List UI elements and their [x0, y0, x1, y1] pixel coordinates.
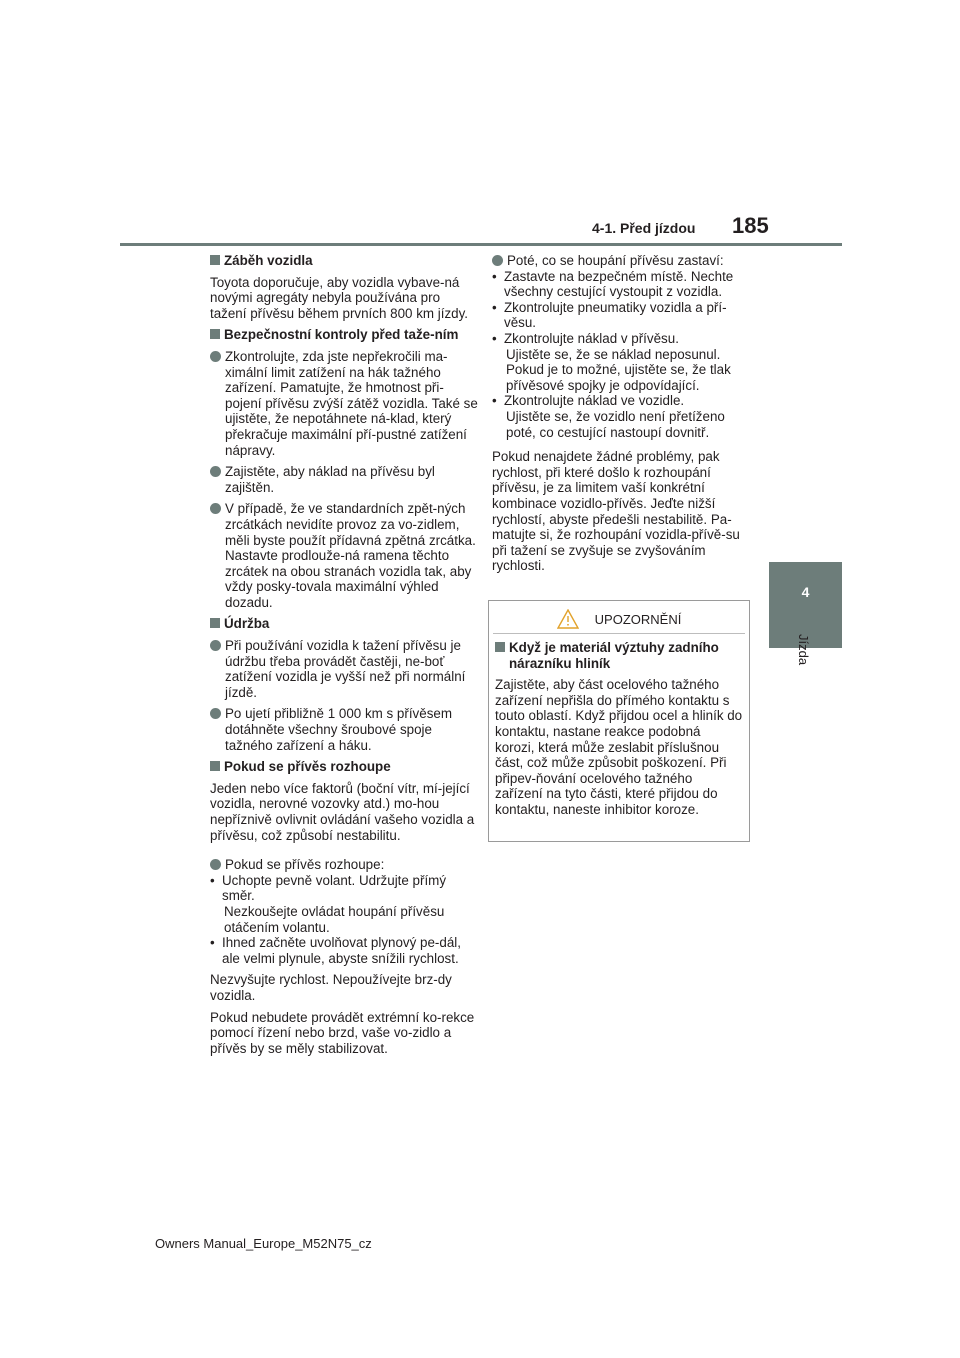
- warning-heading: [495, 640, 743, 671]
- warning-title: [489, 605, 749, 633]
- bullet-item: [210, 464, 478, 495]
- warning-text: Zajistěte, aby část ocelového tažného zařízení nepřišla do přímého kontaktu s touto oblastí. Když přijdou ocel a hliník do kontaktu, nastane reakce podobná korozi, která může zeslabit příslušnou část, což může způsobit poškození. Při připev-ňování ocelového tažného zařízení na tyto části, které přijdou do kontaktu, naneste inhibitor koroze.: [495, 677, 743, 817]
- bullet-item: [210, 706, 478, 753]
- bullet-dot-icon: [492, 255, 503, 266]
- header-section-title: 4-1. Před jízdou: [592, 220, 696, 236]
- paragraph: Jeden nebo více faktorů (boční vítr, mí-jející vozidla, nerovné vozovky atd.) mo-hou nepříznivě ovlivnit ovládání vašeho vozidla a přívěsu, což způsobí nestabilitu.: [210, 780, 475, 843]
- paragraph: Nezvyšujte rychlost. Nepoužívejte brz-dy vozidla.: [210, 972, 452, 1003]
- bullet-text: Zajistěte, aby náklad na přívěsu byl zajištěn.: [225, 464, 435, 495]
- sub-item-note: Ujistěte se, že vozidlo není přetíženo poté, co cestující nastoupí dovnitř.: [506, 408, 725, 440]
- bullet-text: Poté, co se houpání přívěsu zastaví:: [507, 253, 724, 268]
- bullet-item: [210, 349, 478, 458]
- paragraph: Toyota doporučuje, aby vozidla vybave-ná novými agregáty nebyla používána pro tažení přívěsu během prvních 800 km jízdy.: [210, 274, 469, 321]
- sub-item: [492, 331, 756, 347]
- sub-item-text: Zkontrolujte pneumatiky vozidla a pří-věsu.: [504, 299, 727, 331]
- sub-item: [492, 393, 756, 409]
- sub-item-text: Zastavte na bezpečném místě. Nechte všechny cestující vystoupit z vozidla.: [504, 268, 734, 300]
- sub-bullet-marker: •: [492, 299, 497, 315]
- section-heading: [210, 759, 478, 775]
- page-number: 185: [732, 213, 769, 238]
- sub-bullet-marker: •: [210, 935, 215, 951]
- footer-text: Owners Manual_Europe_M52N75_cz: [155, 1236, 372, 1251]
- left-column: [210, 253, 478, 1062]
- square-marker-icon: [210, 618, 220, 628]
- bullet-item: [210, 501, 478, 610]
- sub-item: [210, 935, 478, 966]
- sub-item-note: Nezkoušejte ovládat houpání přívěsu otáčením volantu.: [224, 903, 445, 935]
- heading-text: Bezpečnostní kontroly před taže-ním: [224, 327, 459, 343]
- sub-bullet-marker: •: [492, 330, 497, 346]
- section-heading: [210, 327, 478, 343]
- sub-item: [492, 300, 756, 331]
- bullet-item: [210, 857, 478, 873]
- sub-item-text: Zkontrolujte náklad ve vozidle.: [504, 393, 685, 409]
- heading-text: Pokud se přívěs rozhoupe: [224, 759, 391, 775]
- bullet-text: Zkontrolujte, zda jste nepřekročili ma-ximální limit zatížení na hák tažného zařízení. Pamatujte, že hmotnost při-pojení přívěsu zvýší zátěž vozidla. Také se ujistěte, že nepotáhnete ná-klad, který překračuje maximální pří-pustné zatížení nápravy.: [225, 348, 478, 458]
- bullet-dot-icon: [210, 640, 221, 651]
- sub-item-note: Ujistěte se, že se náklad neposunul. Pokud je to možné, ujistěte se, že tlak přívěsové spojky je odpovídající.: [506, 346, 731, 393]
- warning-heading-text: Když je materiál výztuhy zadního nárazníku hliník: [509, 640, 719, 671]
- bullet-item: [492, 253, 756, 269]
- warning-title-text: UPOZORNĚNÍ: [594, 611, 682, 627]
- chapter-label: Jízda: [796, 634, 811, 666]
- bullet-text: Po ujetí přibližně 1 000 km s přívěsem dotáhněte všechny šroubové spoje tažného zařízení a háku.: [225, 706, 453, 753]
- bullet-dot-icon: [210, 466, 221, 477]
- sub-bullet-marker: •: [210, 872, 215, 888]
- square-marker-icon: [495, 642, 505, 652]
- warning-body: [489, 634, 749, 818]
- bullet-dot-icon: [210, 708, 221, 719]
- sub-bullet-marker: •: [492, 268, 497, 284]
- bullet-dot-icon: [210, 503, 221, 514]
- sub-item: [210, 873, 478, 904]
- header-rule: [120, 243, 842, 246]
- bullet-dot-icon: [210, 859, 221, 870]
- paragraph: Pokud nebudete provádět extrémní ko-rekce pomocí řízení nebo brzd, vaše vo-zidlo a přívěs by se měly stabilizovat.: [210, 1009, 475, 1056]
- paragraph: Pokud nenajdete žádné problémy, pak rychlost, při které došlo k rozhoupání přívěsu, je za limitem vaší konkrétní kombinace vozidlo-přívěs. Jeďte nižší rychlostí, abyste předešli nestabilitě. Pa-matujte si, že rozhoupání vozidla-přívě-su při tažení se zvyšuje se zvyšováním rychlosti.: [492, 449, 740, 574]
- square-marker-icon: [210, 255, 220, 265]
- bullet-text: Pokud se přívěs rozhoupe:: [225, 857, 385, 873]
- sub-item: [492, 269, 756, 300]
- sub-item-text: Uchopte pevně volant. Udržujte přímý směr.: [222, 872, 447, 904]
- bullet-item: [210, 638, 478, 700]
- chapter-number: 4: [801, 584, 810, 600]
- bullet-text: V případě, že ve standardních zpět-ných zrcátkách nevidíte provoz za vo-zidlem, měli byste použít přídavná zpětná zrcátka. Nastavte prodlouže-ná ramena těchto zrcátek na obou stranách vozidla tak, aby vždy posky-tovala maximální výhled dozadu.: [225, 501, 476, 610]
- bullet-dot-icon: [210, 351, 221, 362]
- square-marker-icon: [210, 761, 220, 771]
- warning-box: [488, 600, 750, 842]
- bullet-text: Při používání vozidla k tažení přívěsu je údržbu třeba provádět častěji, ne-boť zatížení vozidla je vyšší než při normální jízdě.: [225, 638, 466, 700]
- right-column: [492, 253, 756, 580]
- section-heading: [210, 616, 478, 632]
- section-heading: [210, 253, 478, 269]
- heading-text: Záběh vozidla: [224, 253, 313, 268]
- sub-bullet-marker: •: [492, 393, 497, 409]
- warning-triangle-icon: [557, 609, 579, 629]
- heading-text: Údržba: [224, 616, 270, 632]
- square-marker-icon: [210, 329, 220, 339]
- sub-item-text: Ihned začněte uvolňovat plynový pe-dál, ale velmi plynule, abyste snížili rychlost.: [222, 935, 461, 966]
- sub-item-text: Zkontrolujte náklad v přívěsu.: [504, 330, 679, 346]
